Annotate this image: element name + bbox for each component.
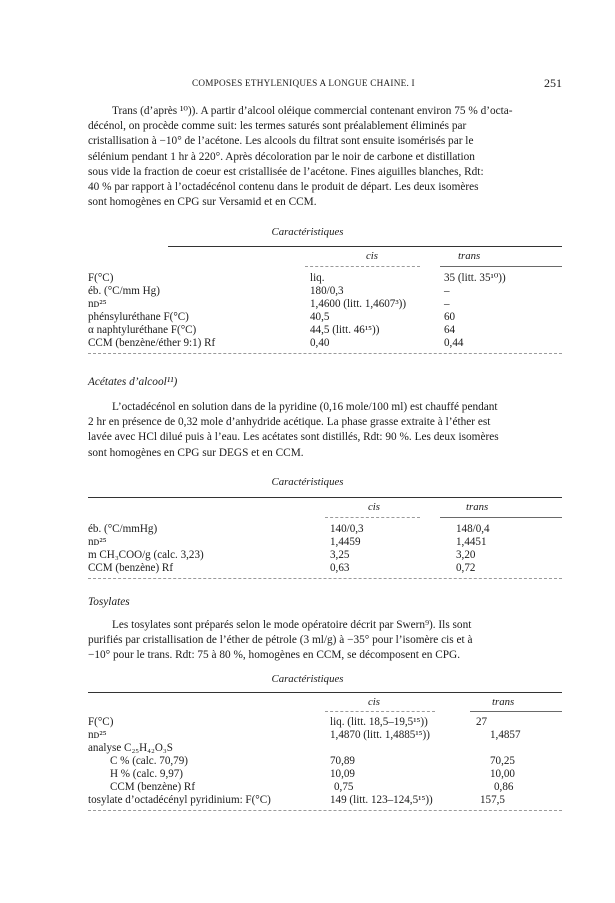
table1-label: F(°C) [88, 272, 114, 284]
table3-cis-value: 149 (litt. 123–124,5¹⁵)) [330, 794, 433, 806]
table2-trans-value: 148/0,4 [456, 523, 490, 535]
table3-trans-value: 1,4857 [490, 729, 521, 741]
table3-label: nᴅ²⁵ [88, 729, 107, 741]
table3-label: CCM (benzène) Rf [110, 781, 196, 793]
table3-bottom-rule [88, 810, 562, 811]
table1-trans-value: 35 (litt. 35¹⁰)) [444, 272, 506, 284]
table3-trans-value: 0,86 [494, 781, 514, 793]
table2-label: m CH₃COO/g (calc. 3,23) [88, 549, 204, 561]
table3-top-rule [88, 692, 562, 693]
table3-trans-rule [470, 711, 562, 712]
text-line: Les tosylates sont préparés selon le mode opératoire décrit par Swern⁹). Ils sont [112, 619, 472, 631]
running-head [62, 78, 562, 92]
table1-cis-value: 40,5 [310, 311, 330, 323]
tosylates-paragraph [88, 618, 562, 664]
table2-cis-rule [325, 517, 420, 518]
text-line: Trans (d’après ¹⁰)). A partir d’alcool oléique commercial contenant environ 75 % d’octa- [112, 105, 513, 117]
table1-trans-rule [440, 266, 562, 267]
table1-trans-value: – [444, 298, 450, 310]
table1-title: Caractéristiques [271, 226, 344, 238]
table3-label: tosylate d’octadécényl pyridinium: F(°C) [88, 794, 271, 806]
table2-col-cis: cis [368, 501, 380, 513]
table1-label: nᴅ²⁵ [88, 298, 107, 310]
table1-top-rule [168, 246, 562, 247]
table1-label: α naphtyluréthane F(°C) [88, 324, 197, 336]
table1-cis-value: 0,40 [310, 337, 330, 349]
table3-trans-value: 10,00 [490, 768, 515, 780]
table1-label: phénsyluréthane F(°C) [88, 311, 189, 323]
text-line: cristallisation à −10° de l’acétone. Les alcools du filtrat sont ensuite isomérisés par le [88, 135, 474, 148]
table2-trans-rule [440, 517, 562, 518]
table1-trans-value: 0,44 [444, 337, 464, 349]
table3-label: analyse C₂₅H₄₂O₃S [88, 742, 173, 754]
table3-col-trans: trans [492, 696, 515, 708]
table1-trans-value: 60 [444, 311, 456, 323]
table2-bottom-rule [88, 578, 562, 579]
table2-cis-value: 140/0,3 [330, 523, 364, 535]
table2-cis-value: 1,4459 [330, 536, 361, 548]
text-line: sont homogènes en CPG sur DEGS et en CCM. [88, 446, 304, 459]
section-title-tosylates: Tosylates [88, 596, 130, 608]
text-line: L’octadécénol en solution dans de la pyridine (0,16 mole/100 ml) est chauffé pendant [112, 401, 498, 413]
table2-top-rule [88, 497, 562, 498]
table2-trans-value: 3,20 [456, 549, 476, 561]
text-line: −10° pour le trans. Rdt: 75 à 80 %, homogènes en CCM, se décomposent en CPG. [88, 649, 461, 662]
table3-col-cis: cis [368, 696, 380, 708]
table3-title: Caractéristiques [271, 673, 344, 685]
text-line: 2 hr en présence de 0,32 mole d’anhydride acétique. La phase grasse extraite à l’éther est [88, 416, 491, 429]
acetates-paragraph [88, 400, 562, 461]
text-line: sont homogènes en CPG sur Versamid et en CCM. [88, 196, 317, 209]
table1-cis-value: liq. [310, 272, 325, 284]
table1-cis-value: 1,4600 (litt. 1,4607³)) [310, 298, 407, 310]
table3-trans-value: 27 [476, 716, 488, 728]
table2-cis-value: 3,25 [330, 549, 350, 561]
table1-trans-value: – [444, 285, 450, 297]
table3-label: F(°C) [88, 716, 114, 728]
table1-cis-value: 44,5 (litt. 46¹⁵)) [310, 324, 380, 336]
text-line: décénol, on procède comme suit: les termes saturés sont préalablement éliminés par [88, 120, 467, 133]
table2-col-trans: trans [466, 501, 489, 513]
table1-col-cis: cis [366, 250, 378, 262]
table3-cis-value: 70,89 [330, 755, 355, 767]
page-number: 251 [544, 76, 562, 90]
table1-cis-value: 180/0,3 [310, 285, 344, 297]
table2-label: CCM (benzène) Rf [88, 562, 174, 574]
table1-label: CCM (benzène/éther 9:1) Rf [88, 337, 216, 349]
text-line: sous vide la fraction de coeur est cristallisée de l’acétone. Fines aiguilles blanches, Rdt: [88, 165, 484, 178]
table2-title: Caractéristiques [271, 476, 344, 488]
table3-cis-value: 10,09 [330, 768, 355, 780]
text-line: purifiés par cristallisation de l’éther de pétrole (3 ml/g) à −35° pour l’isomère cis et à [88, 634, 473, 647]
table3-trans-value: 70,25 [490, 755, 515, 767]
table1-cis-rule [305, 266, 420, 267]
table2-trans-value: 1,4451 [456, 536, 487, 548]
table2-trans-value: 0,72 [456, 562, 476, 574]
table3-cis-value: liq. (litt. 18,5–19,5¹⁵)) [330, 716, 428, 728]
table3-cis-value: 1,4870 (litt. 1,4885¹⁵)) [330, 729, 430, 741]
text-line: 40 % par rapport à l’octadécénol contenu dans le produit de départ. Les deux isomères [88, 181, 479, 194]
table1-col-trans: trans [458, 250, 481, 262]
intro-paragraph [88, 104, 562, 210]
text-line: lavée avec HCl dilué puis à l’eau. Les acétates sont distillés, Rdt: 90 %. Les deux isomères [88, 431, 499, 444]
table3-trans-value: 157,5 [480, 794, 505, 806]
running-title: COMPOSES ETHYLENIQUES A LONGUE CHAINE. I [192, 78, 415, 88]
table3-label: H % (calc. 9,97) [110, 768, 184, 780]
table3-cis-value: 0,75 [334, 781, 354, 793]
text-line: sélénium pendant 1 hr à 220°. Après décoloration par le noir de carbone et distillation [88, 150, 475, 163]
table1-label: éb. (°C/mm Hg) [88, 285, 160, 297]
table2-cis-value: 0,63 [330, 562, 350, 574]
table3-label: C % (calc. 70,79) [110, 755, 188, 767]
table1-bottom-rule [88, 353, 562, 354]
table2-label: éb. (°C/mmHg) [88, 523, 158, 535]
table1-trans-value: 64 [444, 324, 456, 336]
table3-cis-rule [325, 711, 435, 712]
section-title-acetates: Acétates d’alcool¹¹) [88, 376, 178, 388]
table2-label: nᴅ²⁵ [88, 536, 107, 548]
